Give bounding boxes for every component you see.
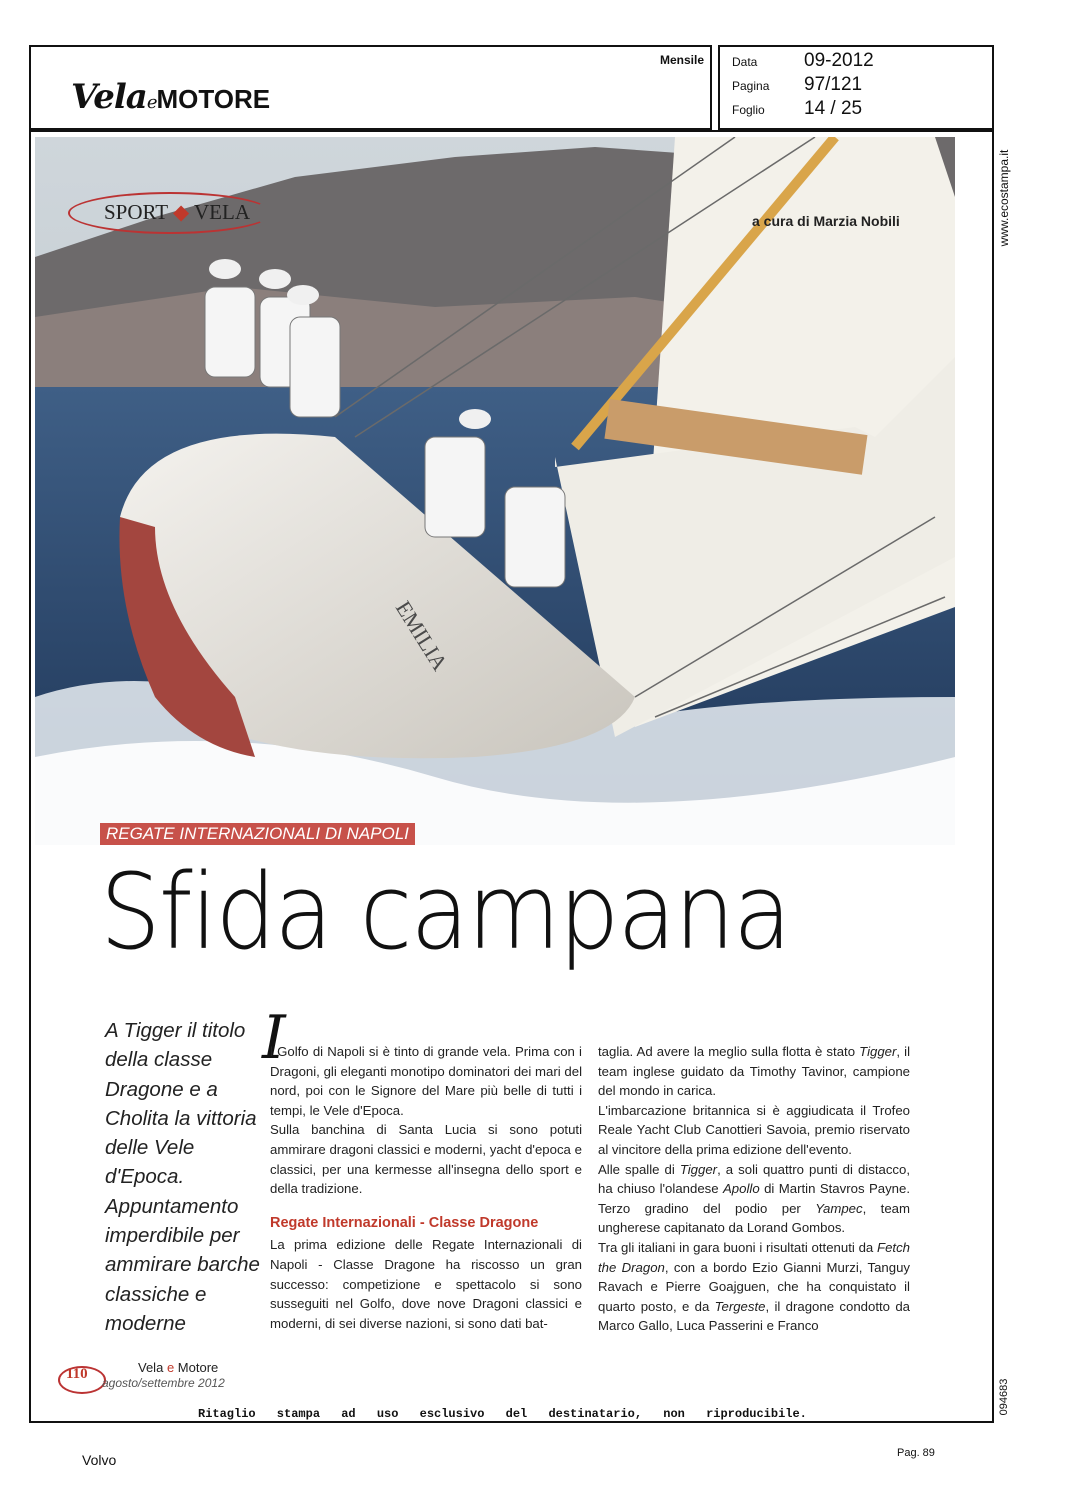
paragraph: Tra gli italiani in gara buoni i risultati ottenuti da Fetch the Dragon, con a bordo Ezio Gianni Murzi, Tanguy Ravach e Pierre Goajguen, che ha conquistato il quarto posto, e da Tergeste, il dragone condotto da Marco Gallo, Luca Passerini e Franco bbox=[598, 1239, 911, 1334]
page-folio bbox=[58, 1360, 238, 1392]
paragraph: La prima edizione delle Regate Internazionali di Napoli - Classe Dragone ha riscosso un gran successo: competizione e spettacolo si sono susseguiti nel Golfo, dove nove Dragoni classici e moderni, di sei diverse nazioni, si sono dati bat- bbox=[270, 1237, 582, 1331]
paragraph: L'imbarcazione britannica si è aggiudicata il Trofeo Reale Yacht Club Canottieri Savoia, premio riservato al vincitore della prima edizione dell'evento. bbox=[598, 1102, 910, 1157]
folio-date: agosto/settembre 2012 bbox=[102, 1376, 225, 1390]
disclaimer: Ritaglio stampa ad uso esclusivo del destinatario, non riproducibile. bbox=[198, 1407, 807, 1421]
dropcap: I bbox=[262, 1003, 286, 1073]
article-title: Sfida campana bbox=[100, 851, 790, 973]
meta-row-data: Data 09-2012 bbox=[732, 50, 874, 71]
meta-row-pagina: Pagina 97/121 bbox=[732, 74, 863, 95]
side-code: 094683 bbox=[998, 1378, 1010, 1416]
paragraph: l Golfo di Napoli si è tinto di grande vela. Prima con i Dragoni, gli eleganti monotipo dominatori dei mari del nord, poi con le Signore del Mare più belle di tutti i tempi, le Vele d'Epoca. bbox=[270, 1044, 582, 1118]
paragraph: taglia. Ad avere la meglio sulla flotta è stato Tigger, il team inglese guidato da Timothy Tavinor, campione del mondo in carica. bbox=[598, 1044, 911, 1099]
publication-logo: VelaeMOTORE bbox=[71, 77, 271, 117]
periodicity-label: Mensile bbox=[659, 53, 704, 67]
page-counter: Pag. 89 bbox=[897, 1447, 935, 1459]
side-url: www.ecostampa.it bbox=[997, 149, 1011, 247]
section-subhead: Regate Internazionali - Classe Dragone bbox=[270, 1214, 539, 1231]
article-subtitle: A Tigger il titolo della classe Dragone e a Cholita la vittoria delle Vele d'Epoca. Appuntamento imperdibile per ammirare barche classiche e moderne bbox=[105, 1019, 260, 1335]
header-meta-box bbox=[718, 45, 994, 130]
header-logo-box bbox=[29, 45, 712, 130]
section-badge bbox=[68, 192, 288, 232]
section-label: SPORT ◆ VELA bbox=[104, 200, 250, 224]
paragraph: Alle spalle di Tigger, a soli quattro punti di distacco, ha chiuso l'olandese Apollo di Martin Stavros Payne. Terzo gradino del podio per Yampec, team ungherese capitanato da Lorand Gombos. bbox=[598, 1161, 911, 1236]
folio-publication: Vela e Motore bbox=[138, 1360, 219, 1375]
page-number: 110 bbox=[66, 1366, 88, 1382]
svg-text:EMILIA: EMILIA bbox=[390, 596, 453, 675]
section-banner: REGATE INTERNAZIONALI DI NAPOLI bbox=[100, 823, 415, 845]
sailing-photo bbox=[35, 137, 955, 845]
sailing-photo-illustration bbox=[35, 137, 955, 845]
article-column-1 bbox=[270, 1042, 582, 1333]
paragraph: Sulla banchina di Santa Lucia si sono potuti ammirare dragoni classici e moderni, yacht d'epoca e classici, per una kermesse all'insegna dello sport e della tradizione. bbox=[270, 1122, 582, 1197]
curator-credit: a cura di Marzia Nobili bbox=[752, 213, 900, 229]
client-name: Volvo bbox=[82, 1452, 117, 1468]
article-column-2 bbox=[598, 1042, 910, 1336]
meta-row-foglio: Foglio 14 / 25 bbox=[732, 98, 863, 119]
